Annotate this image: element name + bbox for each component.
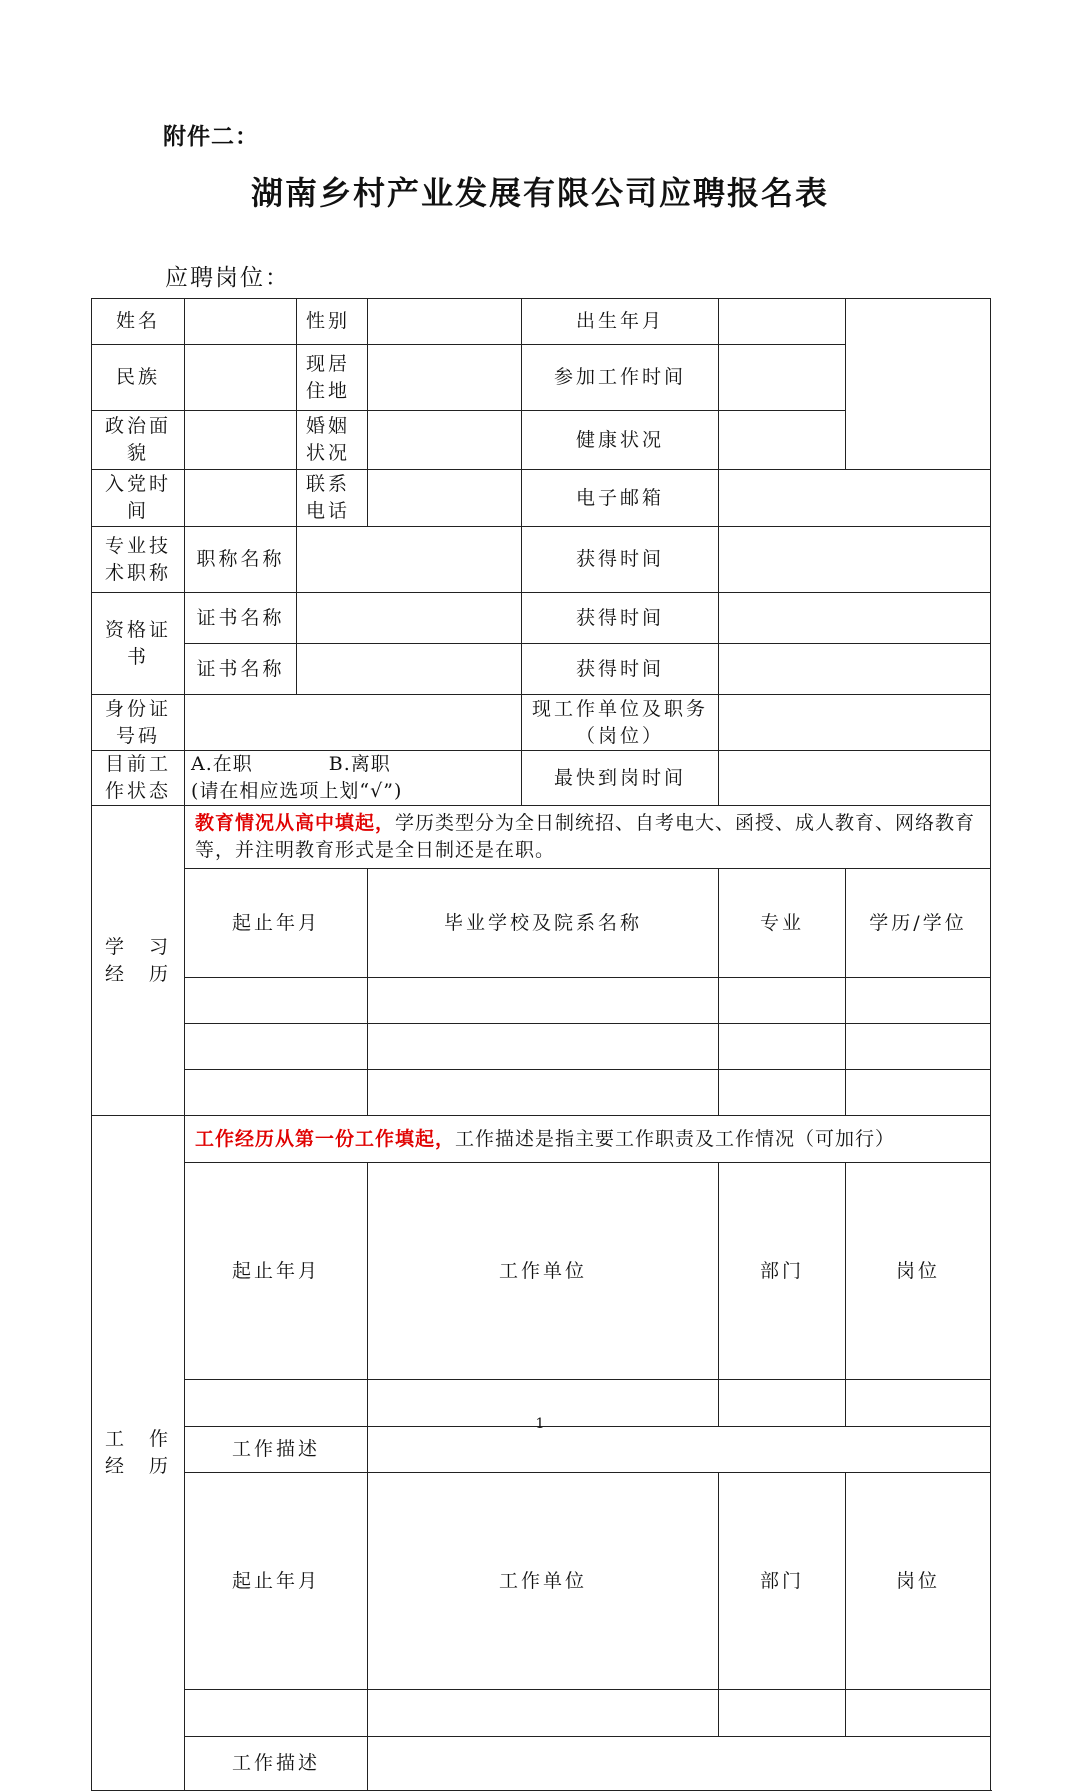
work-description-field[interactable] [368, 1427, 991, 1473]
status-options[interactable] [185, 751, 522, 806]
edu-cell[interactable] [846, 978, 991, 1024]
cert-name-label-1: 证书名称 [185, 593, 297, 644]
form-title: 湖南乡村产业发展有限公司应聘报名表 [250, 174, 829, 212]
ethnicity-field[interactable] [185, 345, 297, 411]
cert-obtained-label-1: 获得时间 [522, 593, 719, 644]
cert-name-label-2: 证书名称 [185, 644, 297, 695]
professional-section-label: 专业技术职称 [92, 527, 185, 593]
edu-col-school: 毕业学校及院系名称 [368, 869, 719, 978]
education-note-rest: 学历类型分为全日制统招、自考电大、函授、成人教育、网络教育等，并注明教育形式是全日制还是在职。 [195, 812, 976, 861]
ethnicity-label: 民族 [92, 345, 185, 411]
work-note [185, 1116, 991, 1163]
current-unit-label: 现工作单位及职务（岗位） [522, 695, 719, 751]
earliest-label: 最快到岗时间 [522, 751, 719, 806]
edu-cell[interactable] [719, 1070, 846, 1116]
phone-field[interactable] [368, 470, 522, 527]
work-start-label: 参加工作时间 [522, 345, 719, 411]
gender-field[interactable] [368, 299, 522, 345]
edu-cell[interactable] [185, 1070, 368, 1116]
cert-obtained-label-2: 获得时间 [522, 644, 719, 695]
professional-obtained-label: 获得时间 [522, 527, 719, 593]
work-col-post-2: 岗位 [846, 1473, 991, 1690]
work-section-label: 工 作 经 历 [92, 1116, 185, 1791]
birth-field[interactable] [719, 299, 846, 345]
education-note [185, 806, 991, 869]
health-field[interactable] [719, 411, 846, 470]
attachment-label: 附件二： [163, 124, 259, 150]
status-option-b[interactable]: B.离职 [328, 753, 391, 775]
marital-field[interactable] [368, 411, 522, 470]
phone-label: 联系电话 [297, 470, 368, 527]
party-join-field[interactable] [185, 470, 297, 527]
email-label: 电子邮箱 [522, 470, 719, 527]
application-form-table [91, 298, 991, 1791]
edu-cell[interactable] [368, 1070, 719, 1116]
earliest-field[interactable] [719, 751, 991, 806]
certificates-section-label: 资格证书 [92, 593, 185, 695]
work-col-post: 岗位 [846, 1163, 991, 1380]
status-instruction: (请在相应选项上划“√”) [191, 780, 403, 802]
education-section-label: 学 习 经 历 [92, 806, 185, 1116]
work-col-period-2: 起止年月 [185, 1473, 368, 1690]
edu-cell[interactable] [719, 1024, 846, 1070]
party-join-label: 入党时间 [92, 470, 185, 527]
work-cell[interactable] [846, 1690, 991, 1737]
name-label: 姓名 [92, 299, 185, 345]
id-number-field[interactable] [185, 695, 522, 751]
status-option-a[interactable]: A.在职 [191, 753, 253, 775]
education-note-red: 教育情况从高中填起， [195, 812, 396, 834]
email-field[interactable] [719, 470, 991, 527]
gender-label: 性别 [297, 299, 368, 345]
status-label: 目前工作状态 [92, 751, 185, 806]
work-cell[interactable] [719, 1690, 846, 1737]
work-col-unit: 工作单位 [368, 1163, 719, 1380]
political-label: 政治面貌 [92, 411, 185, 470]
work-col-dept-2: 部门 [719, 1473, 846, 1690]
political-field[interactable] [185, 411, 297, 470]
current-unit-field[interactable] [719, 695, 991, 751]
work-cell[interactable] [368, 1690, 719, 1737]
name-field[interactable] [185, 299, 297, 345]
birth-label: 出生年月 [522, 299, 719, 345]
residence-field[interactable] [368, 345, 522, 411]
edu-col-major: 专业 [719, 869, 846, 978]
page-number: 1 [535, 1416, 545, 1432]
work-description-field-2[interactable] [368, 1737, 991, 1791]
work-note-red: 工作经历从第一份工作填起， [195, 1127, 456, 1150]
edu-cell[interactable] [185, 978, 368, 1024]
edu-cell[interactable] [185, 1024, 368, 1070]
edu-cell[interactable] [846, 1024, 991, 1070]
edu-cell[interactable] [368, 978, 719, 1024]
professional-obtained-field[interactable] [719, 527, 991, 593]
work-col-dept: 部门 [719, 1163, 846, 1380]
cert-name-field-2[interactable] [297, 644, 522, 695]
photo-box[interactable] [846, 299, 991, 470]
position-label: 应聘岗位： [165, 265, 290, 291]
marital-label: 婚姻状况 [297, 411, 368, 470]
edu-col-degree: 学历/学位 [846, 869, 991, 978]
work-col-period: 起止年月 [185, 1163, 368, 1380]
edu-cell[interactable] [368, 1024, 719, 1070]
residence-label: 现居住地 [297, 345, 368, 411]
professional-title-field[interactable] [297, 527, 522, 593]
cert-obtained-field-2[interactable] [719, 644, 991, 695]
work-note-rest: 工作描述是指主要工作职责及工作情况（可加行） [455, 1127, 896, 1150]
health-label: 健康状况 [522, 411, 719, 470]
edu-cell[interactable] [719, 978, 846, 1024]
work-cell[interactable] [185, 1690, 368, 1737]
edu-cell[interactable] [846, 1070, 991, 1116]
edu-col-period: 起止年月 [185, 869, 368, 978]
work-description-label: 工作描述 [185, 1427, 368, 1473]
id-number-label: 身份证号码 [92, 695, 185, 751]
work-col-unit-2: 工作单位 [368, 1473, 719, 1690]
cert-obtained-field-1[interactable] [719, 593, 991, 644]
professional-title-label: 职称名称 [185, 527, 297, 593]
cert-name-field-1[interactable] [297, 593, 522, 644]
work-description-label-2: 工作描述 [185, 1737, 368, 1791]
work-start-field[interactable] [719, 345, 846, 411]
